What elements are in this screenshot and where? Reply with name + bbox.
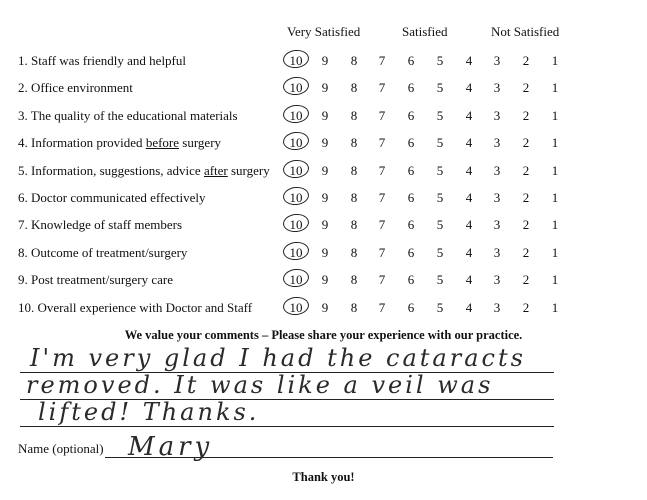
rating-option-4[interactable]: 4 [465,190,473,205]
rating-option-9[interactable]: 9 [321,272,329,288]
rating-option-9[interactable]: 9 [321,244,329,260]
question-text-part: after [203,162,228,178]
rating-option-9[interactable]: 9 [321,53,329,68]
rating-option-2[interactable]: 2 [522,107,530,123]
rating-option-4[interactable]: 4 [465,53,473,68]
question-label [18,163,270,179]
rating-option-2[interactable]: 2 [522,162,530,178]
rating-option-1[interactable]: 1 [551,272,559,288]
comments-prompt: We value your comments – Please share your experience with our practice. [124,328,523,342]
rating-option-6[interactable]: 6 [407,299,415,315]
question-label [18,135,221,151]
rating-option-4[interactable]: 4 [465,272,473,288]
rating-option-5[interactable]: 5 [436,272,444,288]
rating-option-10[interactable]: 10 [289,135,303,151]
comment-line-3 [20,426,554,427]
rating-option-5[interactable]: 5 [436,135,444,151]
rating-option-8[interactable]: 8 [350,244,358,260]
question-text-part: 7. Knowledge of staff members [18,217,183,233]
question-text-part: surgery [179,135,222,151]
question-text-part: before [145,135,180,151]
question-label [18,245,187,261]
handwritten-comment-line-2: removed. It was like a veil was [26,371,494,399]
rating-option-4[interactable]: 4 [465,217,473,233]
rating-option-8[interactable]: 8 [350,217,358,233]
rating-option-7[interactable]: 7 [378,80,386,96]
rating-option-3[interactable]: 3 [493,53,501,68]
rating-option-8[interactable]: 8 [350,162,358,178]
rating-option-10[interactable]: 10 [289,190,303,205]
rating-option-10[interactable]: 10 [289,162,303,178]
rating-option-5[interactable]: 5 [436,162,444,178]
rating-option-7[interactable]: 7 [378,299,386,315]
rating-option-4[interactable]: 4 [465,244,473,260]
question-text-part: surgery [227,162,270,178]
handwritten-comment-line-1: I'm very glad I had the cataracts [30,344,526,372]
question-text-part: 4. Information provided [18,135,146,151]
rating-option-6[interactable]: 6 [407,272,415,288]
rating-option-2[interactable]: 2 [522,272,530,288]
rating-option-1[interactable]: 1 [551,244,559,260]
question-text-part: 9. Post treatment/surgery care [18,272,173,288]
rating-option-4[interactable]: 4 [465,299,473,315]
rating-option-6[interactable]: 6 [407,244,415,260]
question-row [0,241,647,265]
rating-option-10[interactable]: 10 [289,244,303,260]
rating-option-7[interactable]: 7 [378,135,386,151]
question-row [0,159,647,183]
question-label [18,190,205,206]
question-label [18,108,238,124]
rating-option-1[interactable]: 1 [551,162,559,178]
rating-option-4[interactable]: 4 [465,80,473,96]
rating-option-3[interactable]: 3 [493,107,501,123]
rating-option-7[interactable]: 7 [378,217,386,233]
rating-option-4[interactable]: 4 [465,162,473,178]
question-row [0,296,647,320]
rating-option-6[interactable]: 6 [407,107,415,123]
rating-option-6[interactable]: 6 [407,162,415,178]
header-satisfied: Satisfied [402,24,448,39]
thank-you: Thank you! [292,470,355,484]
rating-option-7[interactable]: 7 [378,272,386,288]
rating-option-1[interactable]: 1 [551,80,559,96]
rating-option-4[interactable]: 4 [465,135,473,151]
rating-option-8[interactable]: 8 [350,272,358,288]
rating-option-9[interactable]: 9 [321,80,329,96]
question-row [0,104,647,128]
question-text-part: 8. Outcome of treatment/surgery [18,244,188,260]
rating-option-7[interactable]: 7 [378,107,386,123]
question-text-part: 3. The quality of the educational materials [18,107,238,123]
name-label: Name (optional) [18,441,104,456]
rating-option-10[interactable]: 10 [289,217,303,233]
rating-option-2[interactable]: 2 [522,53,530,68]
rating-option-3[interactable]: 3 [493,244,501,260]
rating-option-2[interactable]: 2 [522,217,530,233]
rating-option-6[interactable]: 6 [407,80,415,96]
header-not-satisfied: Not Satisfied [491,24,560,39]
rating-option-5[interactable]: 5 [436,107,444,123]
rating-option-6[interactable]: 6 [407,53,415,68]
rating-option-8[interactable]: 8 [350,53,358,68]
rating-option-3[interactable]: 3 [493,80,501,96]
rating-option-5[interactable]: 5 [436,244,444,260]
rating-option-10[interactable]: 10 [289,53,303,68]
rating-option-8[interactable]: 8 [350,190,358,205]
rating-option-1[interactable]: 1 [551,299,559,315]
rating-option-3[interactable]: 3 [493,162,501,178]
rating-option-1[interactable]: 1 [551,190,559,205]
rating-option-9[interactable]: 9 [321,162,329,178]
question-label [18,272,173,288]
rating-option-4[interactable]: 4 [465,107,473,123]
rating-option-9[interactable]: 9 [321,190,329,205]
rating-option-8[interactable]: 8 [350,299,358,315]
rating-option-3[interactable]: 3 [493,190,501,205]
question-row [0,186,647,210]
rating-option-6[interactable]: 6 [407,135,415,151]
rating-option-3[interactable]: 3 [493,135,501,151]
rating-option-2[interactable]: 2 [522,80,530,96]
rating-option-8[interactable]: 8 [350,107,358,123]
rating-option-7[interactable]: 7 [378,53,386,68]
rating-option-9[interactable]: 9 [321,135,329,151]
question-row [0,268,647,292]
question-row [0,49,647,73]
rating-option-3[interactable]: 3 [493,299,501,315]
handwritten-comment-line-3: lifted! Thanks. [38,398,260,426]
rating-option-8[interactable]: 8 [350,135,358,151]
rating-option-3[interactable]: 3 [493,272,501,288]
rating-option-2[interactable]: 2 [522,299,530,315]
question-label [18,53,186,69]
rating-option-6[interactable]: 6 [407,217,415,233]
rating-option-10[interactable]: 10 [289,107,303,123]
rating-option-9[interactable]: 9 [321,217,329,233]
rating-option-1[interactable]: 1 [551,135,559,151]
rating-option-1[interactable]: 1 [551,53,559,68]
rating-option-6[interactable]: 6 [407,190,415,205]
question-text-part: 5. Information, suggestions, advice [18,162,204,178]
handwritten-name: Mary [128,432,214,462]
rating-option-10[interactable]: 10 [289,272,303,288]
rating-option-10[interactable]: 10 [289,299,303,315]
rating-option-9[interactable]: 9 [321,299,329,315]
question-text-part: 6. Doctor communicated effectively [18,190,206,205]
question-text-part: 1. Staff was friendly and helpful [18,53,186,68]
header-very-satisfied: Very Satisfied [287,24,361,39]
rating-option-9[interactable]: 9 [321,107,329,123]
rating-option-2[interactable]: 2 [522,244,530,260]
question-label [18,300,252,316]
rating-option-1[interactable]: 1 [551,107,559,123]
rating-option-3[interactable]: 3 [493,217,501,233]
rating-option-10[interactable]: 10 [289,80,303,96]
rating-option-5[interactable]: 5 [436,217,444,233]
question-row [0,131,647,155]
question-text-part: 2. Office environment [18,80,133,96]
rating-option-7[interactable]: 7 [378,162,386,178]
rating-option-2[interactable]: 2 [522,190,530,205]
rating-option-5[interactable]: 5 [436,53,444,68]
question-label [18,217,182,233]
rating-option-7[interactable]: 7 [378,190,386,205]
rating-option-2[interactable]: 2 [522,135,530,151]
question-text-part: 10. Overall experience with Doctor and Staff [18,299,253,315]
rating-option-5[interactable]: 5 [436,190,444,205]
rating-option-5[interactable]: 5 [436,299,444,315]
question-row [0,213,647,237]
rating-option-5[interactable]: 5 [436,80,444,96]
rating-option-1[interactable]: 1 [551,217,559,233]
rating-option-8[interactable]: 8 [350,80,358,96]
question-row [0,76,647,100]
question-label [18,80,133,96]
rating-option-7[interactable]: 7 [378,244,386,260]
